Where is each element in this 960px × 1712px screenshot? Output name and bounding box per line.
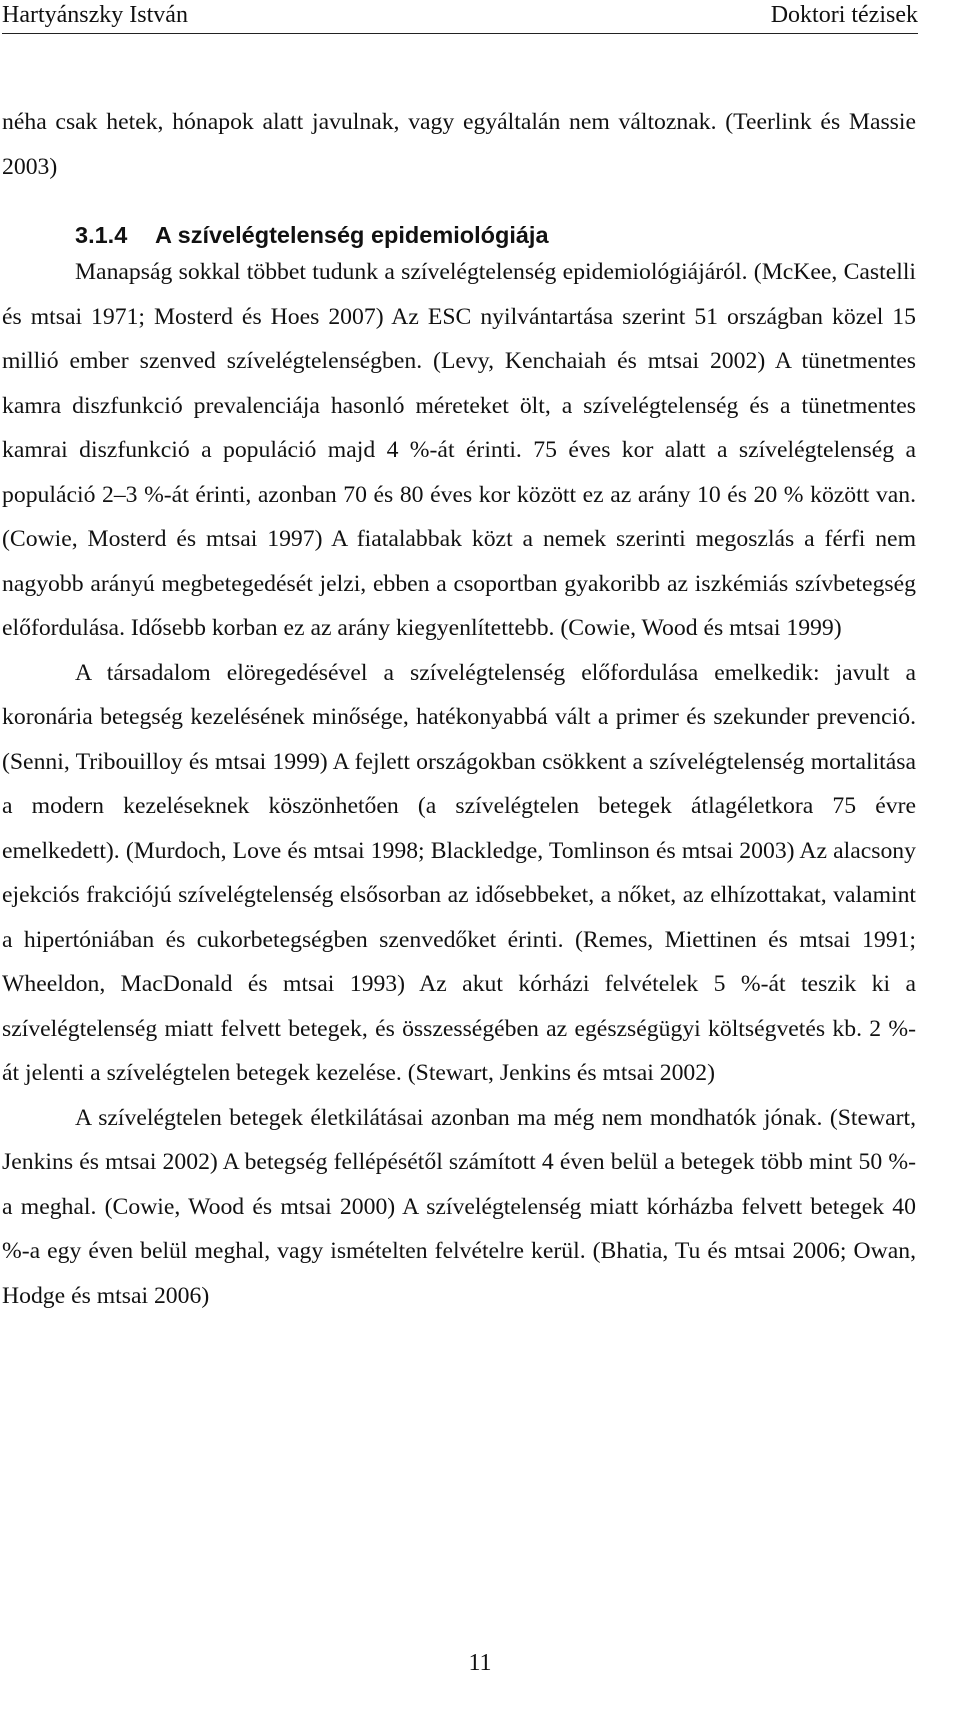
page-header	[2, 0, 918, 34]
paragraph-continuation: néha csak hetek, hónapok alatt javulnak, vagy egyáltalán nem változnak. (Teerlink és Massie 2003)	[2, 109, 916, 180]
header-doc-type: Doktori tézisek	[770, 2, 918, 28]
header-author: Hartyánszky István	[2, 2, 188, 28]
document-body	[2, 100, 916, 1318]
paragraph: A társadalom elöregedésével a szívelégtelenség előfordulása emelkedik: javult a koronária betegség kezelésének minősége, hatékonyabbá vált a primer és szekunder prevenció. (Senni, Tribouilloy és mtsai 1999) A fejlett országokban csökkent a szívelégtelenség mortalitása a modern kezeléseknek köszönhetően (a szívelégtelen betegek átlagéletkora 75 évre emelkedett). (Murdoch, Love és mtsai 1998; Blackledge, Tomlinson és mtsai 2003) Az alacsony ejekciós frakciójú szívelégtelenség elsősorban az idősebbeket, a nőket, az elhízottakat, valamint a hipertóniában és cukorbetegségben szenvedőket érinti. (Remes, Miettinen és mtsai 1991; Wheeldon, MacDonald és mtsai 1993) Az akut kórházi felvételek 5 %-át teszik ki a szívelégtelenség miatt felvett betegek, és összességében az egészségügyi költségvetés kb. 2 %-át jelenti a szívelégtelen betegek kezelése. (Stewart, Jenkins és mtsai 2002)	[2, 659, 916, 1086]
section-number: 3.1.4	[75, 222, 128, 248]
paragraph: A szívelégtelen betegek életkilátásai azonban ma még nem mondhatók jónak. (Stewart, Jenkins és mtsai 2002) A betegség fellépésétől számított 4 éven belül a betegek több mint 50 %-a meghal. (Cowie, Wood és mtsai 2000) A szívelégtelenség miatt kórházba felvett betegek 40 %-a egy éven belül meghal, vagy ismételten felvételre kerül. (Bhatia, Tu és mtsai 2006; Owan, Hodge és mtsai 2006)	[2, 1104, 916, 1309]
section-heading	[2, 220, 916, 250]
page-number: 11	[468, 1650, 492, 1676]
section-title: A szívelégtelenség epidemiológiája	[155, 222, 549, 248]
paragraph: Manapság sokkal többet tudunk a szívelégtelenség epidemiológiájáról. (McKee, Castelli és mtsai 1971; Mosterd és Hoes 2007) Az ESC nyilvántartása szerint 51 országban közel 15 millió ember szenved szívelégtelenségben. (Levy, Kenchaiah és mtsai 2002) A tünetmentes kamra diszfunkció prevalenciája hasonló méreteket ölt, a szívelégtelenség és a tünetmentes kamrai diszfunkció a populáció majd 4 %-át érinti. 75 éves kor alatt a szívelégtelenség a populáció 2–3 %-át érinti, azonban 70 és 80 éves kor között ez az arány 10 és 20 % között van. (Cowie, Mosterd és mtsai 1997) A fiatalabbak közt a nemek szerinti megoszlás a férfi nem nagyobb arányú megbetegedését jelzi, ebben a csoportban gyakoribb az iszkémiás szívbetegség előfordulása. Idősebb korban ez az arány kiegyenlítettebb. (Cowie, Wood és mtsai 1999)	[2, 259, 916, 641]
